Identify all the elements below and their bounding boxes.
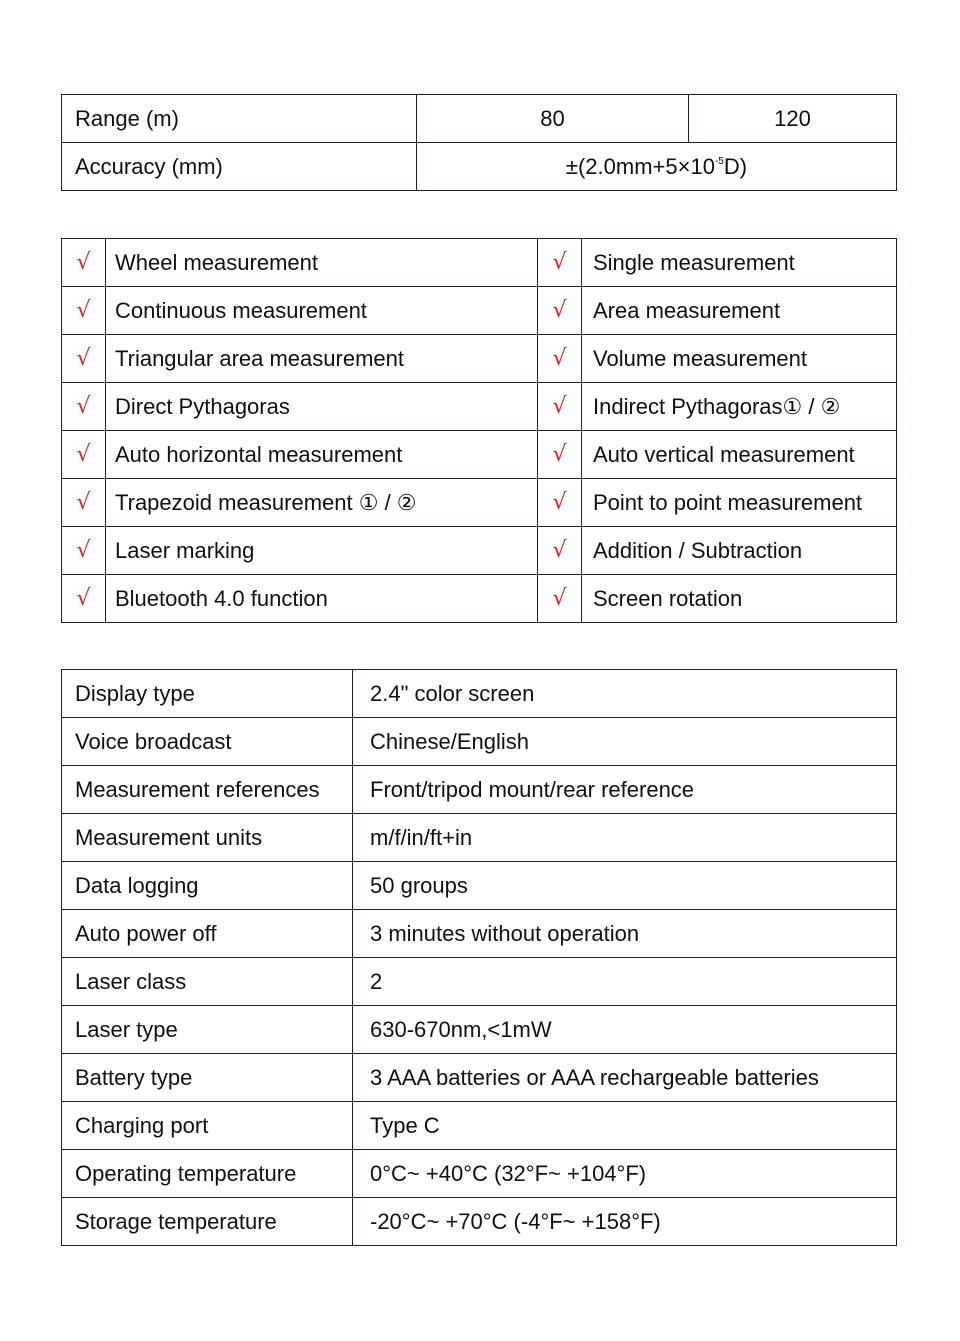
check-icon: √ xyxy=(538,383,582,431)
spec-label: Display type xyxy=(62,670,353,718)
feature-right: Indirect Pythagoras① / ② xyxy=(582,383,897,431)
feature-row xyxy=(62,383,897,431)
spec-label: Charging port xyxy=(62,1102,353,1150)
feature-right: Addition / Subtraction xyxy=(582,527,897,575)
check-icon: √ xyxy=(538,575,582,623)
range-value-80: 80 xyxy=(417,95,689,143)
check-icon: √ xyxy=(62,575,106,623)
spec-value: 3 minutes without operation xyxy=(353,910,897,958)
feature-right: Point to point measurement xyxy=(582,479,897,527)
feature-right: Auto vertical measurement xyxy=(582,431,897,479)
check-icon: √ xyxy=(62,479,106,527)
spec-row xyxy=(62,1006,897,1054)
spec-value: 2.4" color screen xyxy=(353,670,897,718)
check-icon: √ xyxy=(538,335,582,383)
feature-right: Area measurement xyxy=(582,287,897,335)
feature-row xyxy=(62,479,897,527)
check-icon: √ xyxy=(538,287,582,335)
check-icon: √ xyxy=(538,527,582,575)
feature-left: Laser marking xyxy=(106,527,538,575)
check-icon: √ xyxy=(62,335,106,383)
spec-value: -20°C~ +70°C (-4°F~ +158°F) xyxy=(353,1198,897,1246)
feature-left: Direct Pythagoras xyxy=(106,383,538,431)
check-icon: √ xyxy=(62,287,106,335)
spec-value: Chinese/English xyxy=(353,718,897,766)
spec-row xyxy=(62,1054,897,1102)
check-icon: √ xyxy=(538,479,582,527)
spec-row xyxy=(62,958,897,1006)
spec-row xyxy=(62,766,897,814)
feature-right: Single measurement xyxy=(582,239,897,287)
spec-label: Measurement units xyxy=(62,814,353,862)
spec-value: 0°C~ +40°C (32°F~ +104°F) xyxy=(353,1150,897,1198)
spec-row xyxy=(62,910,897,958)
range-label: Range (m) xyxy=(62,95,417,143)
spec-value: 3 AAA batteries or AAA rechargeable batteries xyxy=(353,1054,897,1102)
spec-row xyxy=(62,814,897,862)
spec-label: Laser type xyxy=(62,1006,353,1054)
spec-row xyxy=(62,1150,897,1198)
feature-right: Screen rotation xyxy=(582,575,897,623)
accuracy-exponent: -5 xyxy=(714,155,724,167)
spec-label: Data logging xyxy=(62,862,353,910)
spec-row xyxy=(62,1102,897,1150)
feature-right: Volume measurement xyxy=(582,335,897,383)
spec-label: Operating temperature xyxy=(62,1150,353,1198)
table-row xyxy=(62,95,897,143)
spec-label: Laser class xyxy=(62,958,353,1006)
feature-row xyxy=(62,287,897,335)
spec-value: 2 xyxy=(353,958,897,1006)
specs-table xyxy=(61,669,897,1246)
feature-left: Bluetooth 4.0 function xyxy=(106,575,538,623)
spec-label: Auto power off xyxy=(62,910,353,958)
spec-row xyxy=(62,718,897,766)
spec-value: 630-670nm,<1mW xyxy=(353,1006,897,1054)
range-accuracy-table xyxy=(61,94,897,191)
accuracy-value xyxy=(417,143,897,191)
features-table xyxy=(61,238,897,623)
feature-row xyxy=(62,335,897,383)
accuracy-label: Accuracy (mm) xyxy=(62,143,417,191)
accuracy-prefix: ±(2.0mm+5×10 xyxy=(565,153,715,179)
feature-left: Wheel measurement xyxy=(106,239,538,287)
spec-label: Measurement references xyxy=(62,766,353,814)
feature-left: Triangular area measurement xyxy=(106,335,538,383)
feature-row xyxy=(62,527,897,575)
check-icon: √ xyxy=(538,431,582,479)
spec-row xyxy=(62,1198,897,1246)
feature-left: Continuous measurement xyxy=(106,287,538,335)
feature-row xyxy=(62,431,897,479)
check-icon: √ xyxy=(62,239,106,287)
feature-left: Auto horizontal measurement xyxy=(106,431,538,479)
accuracy-suffix: D) xyxy=(723,153,748,179)
check-icon: √ xyxy=(538,239,582,287)
spec-value: Front/tripod mount/rear reference xyxy=(353,766,897,814)
table-row xyxy=(62,143,897,191)
feature-row xyxy=(62,575,897,623)
range-value-120: 120 xyxy=(689,95,897,143)
spec-label: Voice broadcast xyxy=(62,718,353,766)
spec-row xyxy=(62,670,897,718)
spec-value: m/f/in/ft+in xyxy=(353,814,897,862)
check-icon: √ xyxy=(62,383,106,431)
spec-value: Type C xyxy=(353,1102,897,1150)
check-icon: √ xyxy=(62,527,106,575)
spec-label: Battery type xyxy=(62,1054,353,1102)
check-icon: √ xyxy=(62,431,106,479)
feature-left: Trapezoid measurement ① / ② xyxy=(106,479,538,527)
spec-label: Storage temperature xyxy=(62,1198,353,1246)
spec-row xyxy=(62,862,897,910)
spec-value: 50 groups xyxy=(353,862,897,910)
feature-row xyxy=(62,239,897,287)
